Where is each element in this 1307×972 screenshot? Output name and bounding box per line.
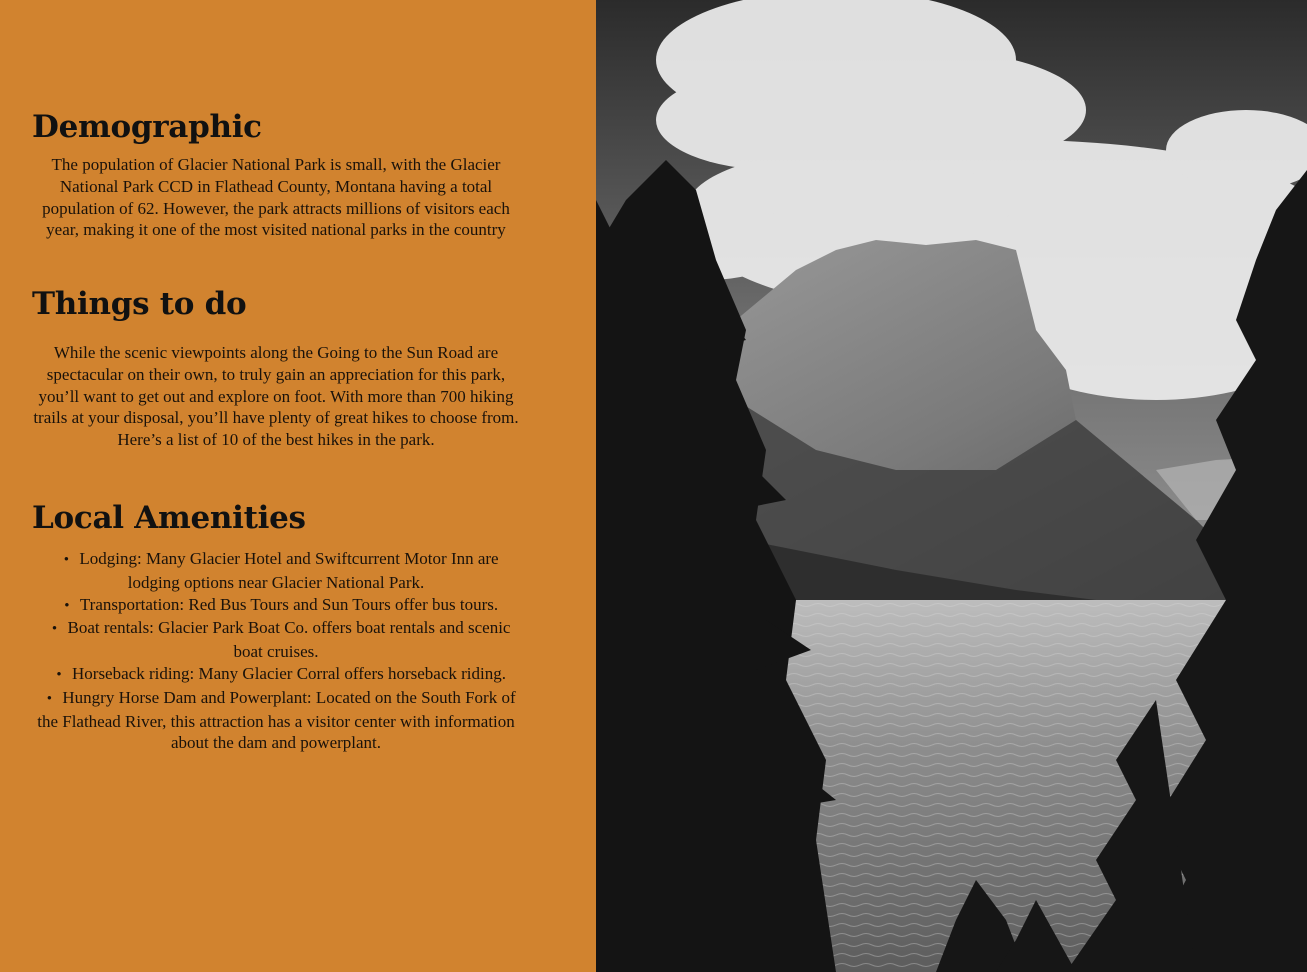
bullet-icon: • xyxy=(46,690,52,707)
text-panel xyxy=(0,0,596,972)
amenity-text: Horseback riding: Many Glacier Corral offers horseback riding. xyxy=(72,663,506,683)
amenity-item xyxy=(32,617,520,663)
bullet-icon: • xyxy=(63,552,70,568)
bullet-icon: • xyxy=(51,621,58,638)
bullet-icon: • xyxy=(64,597,70,614)
mountain-lake-photo xyxy=(596,0,1307,972)
demographic-heading: Demographic xyxy=(32,109,262,145)
amenity-text: Boat rentals: Glacier Park Boat Co. offers boat rentals and scenic boat cruises. xyxy=(67,618,511,662)
things-to-do-heading: Things to do xyxy=(32,286,247,322)
bullet-icon: • xyxy=(56,666,62,683)
amenity-text: Lodging: Many Glacier Hotel and Swiftcurrent Motor Inn are lodging options near Glacier National Park. xyxy=(79,549,499,592)
amenity-item xyxy=(32,687,520,754)
local-amenities-heading: Local Amenities xyxy=(32,500,306,536)
amenity-item xyxy=(32,594,520,618)
amenity-text: Transportation: Red Bus Tours and Sun Tours offer bus tours. xyxy=(79,594,499,614)
amenity-item xyxy=(32,663,520,687)
landscape-illustration xyxy=(596,0,1307,972)
amenities-list xyxy=(32,548,520,754)
demographic-body: The population of Glacier National Park is small, with the Glacier National Park CCD in Flathead County, Montana having a total population of 62. However, the park attracts millions of visitors each year, making it one of the most visited national parks in the country xyxy=(42,155,510,240)
things-to-do-body: While the scenic viewpoints along the Going to the Sun Road are spectacular on their own, to truly gain an appreciation for this park, you’ll want to get out and explore on foot. With more than 700 hiking trails at your disposal, you’ll have plenty of great hikes to choose from. Here’s a list of 10 of the best hikes in the park. xyxy=(33,343,519,450)
amenity-item xyxy=(32,548,520,594)
amenity-text: Hungry Horse Dam and Powerplant: Located on the South Fork of the Flathead River, this attraction has a visitor center with information about the dam and powerplant. xyxy=(37,687,516,753)
